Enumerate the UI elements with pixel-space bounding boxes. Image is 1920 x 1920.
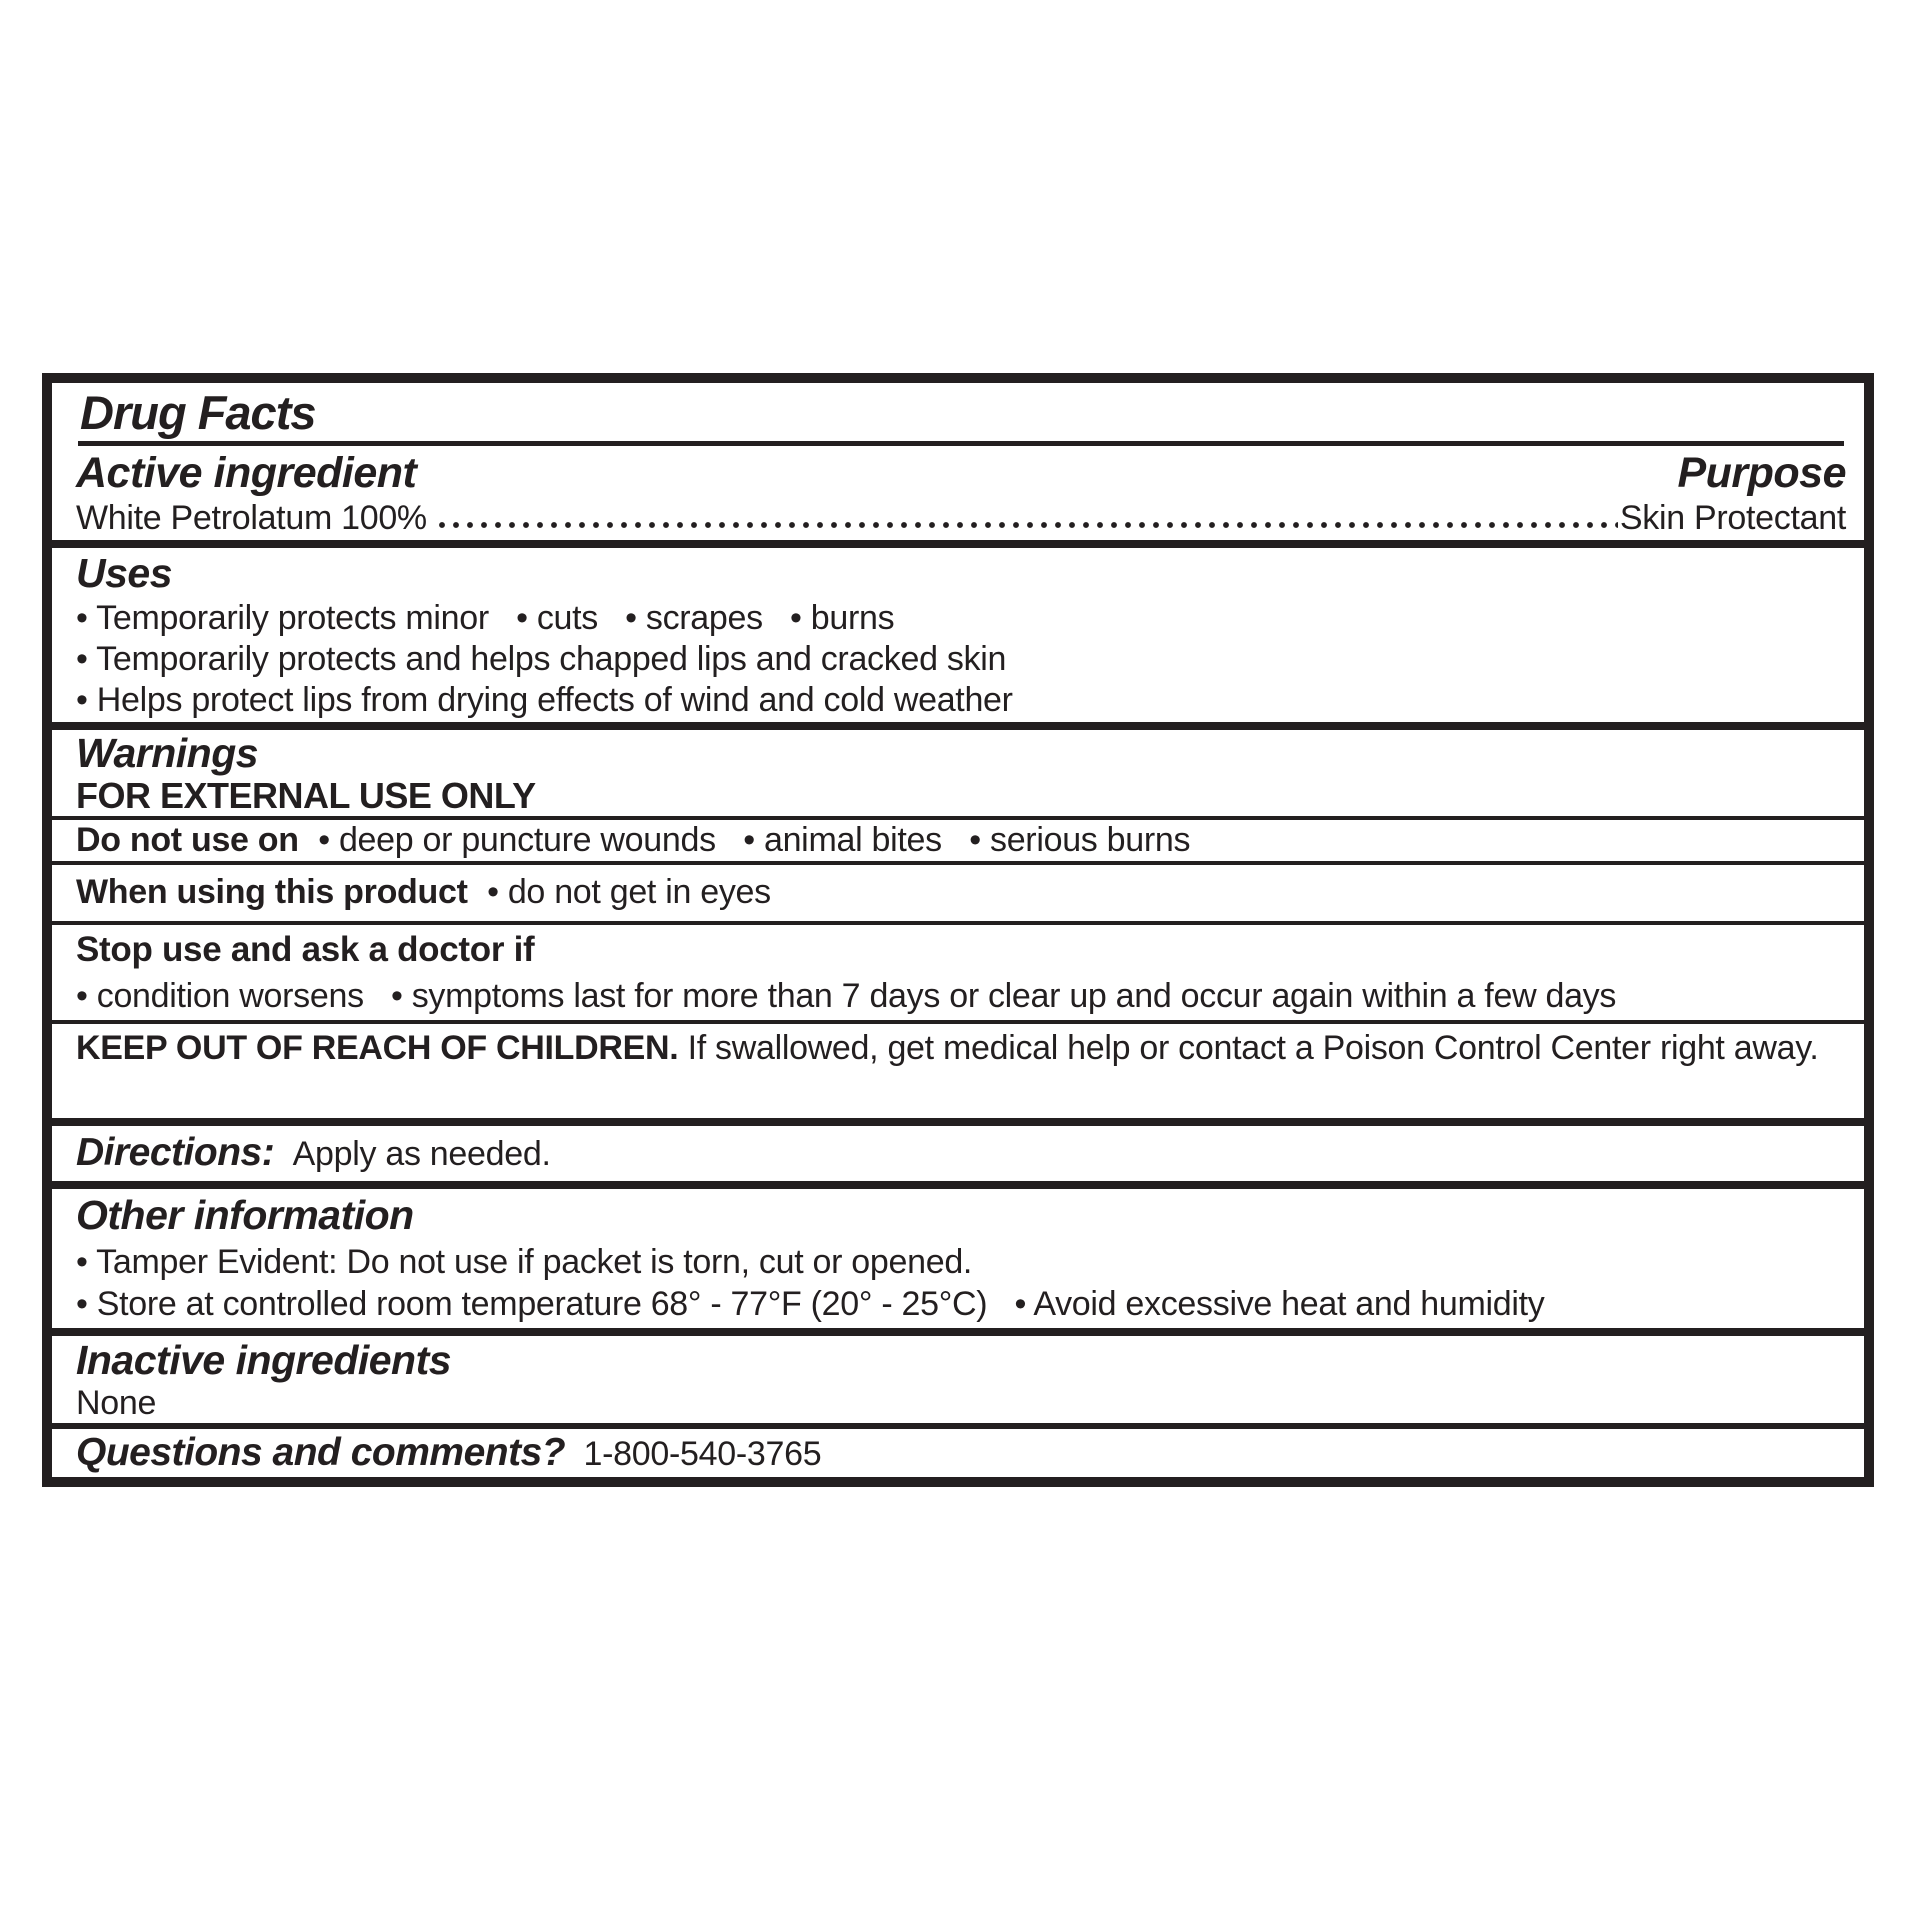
section-warnings — [52, 730, 1864, 816]
uses-line1-item: • cuts — [516, 599, 598, 637]
stop-use-item: • symptoms last for more than 7 days or clear up and occur again within a few days — [391, 977, 1616, 1015]
uses-bullet-1 — [76, 598, 1846, 639]
purpose-heading: Purpose — [1677, 449, 1846, 497]
section-divider — [52, 540, 1864, 548]
section-inactive-ingredients — [52, 1336, 1864, 1423]
warning-keep-out — [52, 1024, 1864, 1118]
do-not-use-item: • serious burns — [969, 821, 1190, 859]
section-questions — [52, 1429, 1864, 1477]
section-uses — [52, 548, 1864, 722]
stop-use-item: • condition worsens — [76, 977, 364, 1015]
drug-facts-title: Drug Facts — [80, 386, 316, 439]
uses-line1-lead: • Temporarily protects minor — [76, 599, 489, 637]
do-not-use-lead: Do not use on — [76, 821, 299, 859]
uses-bullet-3: • Helps protect lips from drying effects of wind and cold weather — [76, 680, 1846, 721]
dot-leader — [435, 519, 1618, 531]
active-ingredient-name: White Petrolatum 100% — [76, 499, 427, 537]
inactive-ingredients-value: None — [76, 1384, 157, 1422]
other-info-line2-item: • Avoid excessive heat and humidity — [1014, 1285, 1544, 1323]
section-other-information — [52, 1189, 1864, 1328]
section-directions — [52, 1126, 1864, 1181]
directions-heading: Directions: — [76, 1131, 275, 1174]
stop-use-items — [76, 975, 1846, 1017]
uses-line1-item: • scrapes — [625, 599, 763, 637]
uses-line1-item: • burns — [790, 599, 894, 637]
keep-out-text: If swallowed, get medical help or contact a Poison Control Center right away. — [687, 1029, 1819, 1067]
purpose-value: Skin Protectant — [1619, 499, 1846, 537]
stop-use-lead: Stop use and ask a doctor if — [76, 930, 535, 969]
when-using-item: • do not get in eyes — [487, 873, 771, 911]
external-use-statement: FOR EXTERNAL USE ONLY — [76, 775, 536, 816]
active-ingredient-heading: Active ingredient — [76, 449, 417, 497]
do-not-use-item: • animal bites — [743, 821, 942, 859]
directions-text: Apply as needed. — [292, 1135, 551, 1173]
section-divider — [52, 1328, 1864, 1336]
keep-out-bold: KEEP OUT OF REACH OF CHILDREN. — [76, 1029, 679, 1067]
section-active-ingredient — [52, 446, 1864, 540]
questions-phone-number: 1-800-540-3765 — [583, 1435, 822, 1473]
drug-facts-panel — [42, 373, 1874, 1487]
when-using-lead: When using this product — [76, 873, 468, 911]
section-divider — [52, 722, 1864, 730]
other-info-bullet-1: • Tamper Evident: Do not use if packet is torn, cut or opened. — [76, 1241, 1846, 1283]
section-divider — [52, 1118, 1864, 1126]
warnings-heading: Warnings — [76, 730, 259, 776]
uses-heading: Uses — [76, 550, 173, 596]
warning-when-using — [52, 865, 1864, 921]
other-info-line2-lead: • Store at controlled room temperature 68° - 77°F (20° - 25°C) — [76, 1285, 987, 1323]
do-not-use-item: • deep or puncture wounds — [318, 821, 716, 859]
warning-stop-use — [52, 925, 1864, 1020]
questions-heading: Questions and comments? — [76, 1431, 566, 1474]
warning-do-not-use — [52, 820, 1864, 861]
other-information-heading: Other information — [76, 1192, 414, 1238]
section-divider — [52, 1181, 1864, 1189]
inactive-ingredients-heading: Inactive ingredients — [76, 1337, 452, 1383]
other-info-bullet-2 — [76, 1283, 1846, 1325]
uses-bullet-2: • Temporarily protects and helps chapped lips and cracked skin — [76, 639, 1846, 680]
